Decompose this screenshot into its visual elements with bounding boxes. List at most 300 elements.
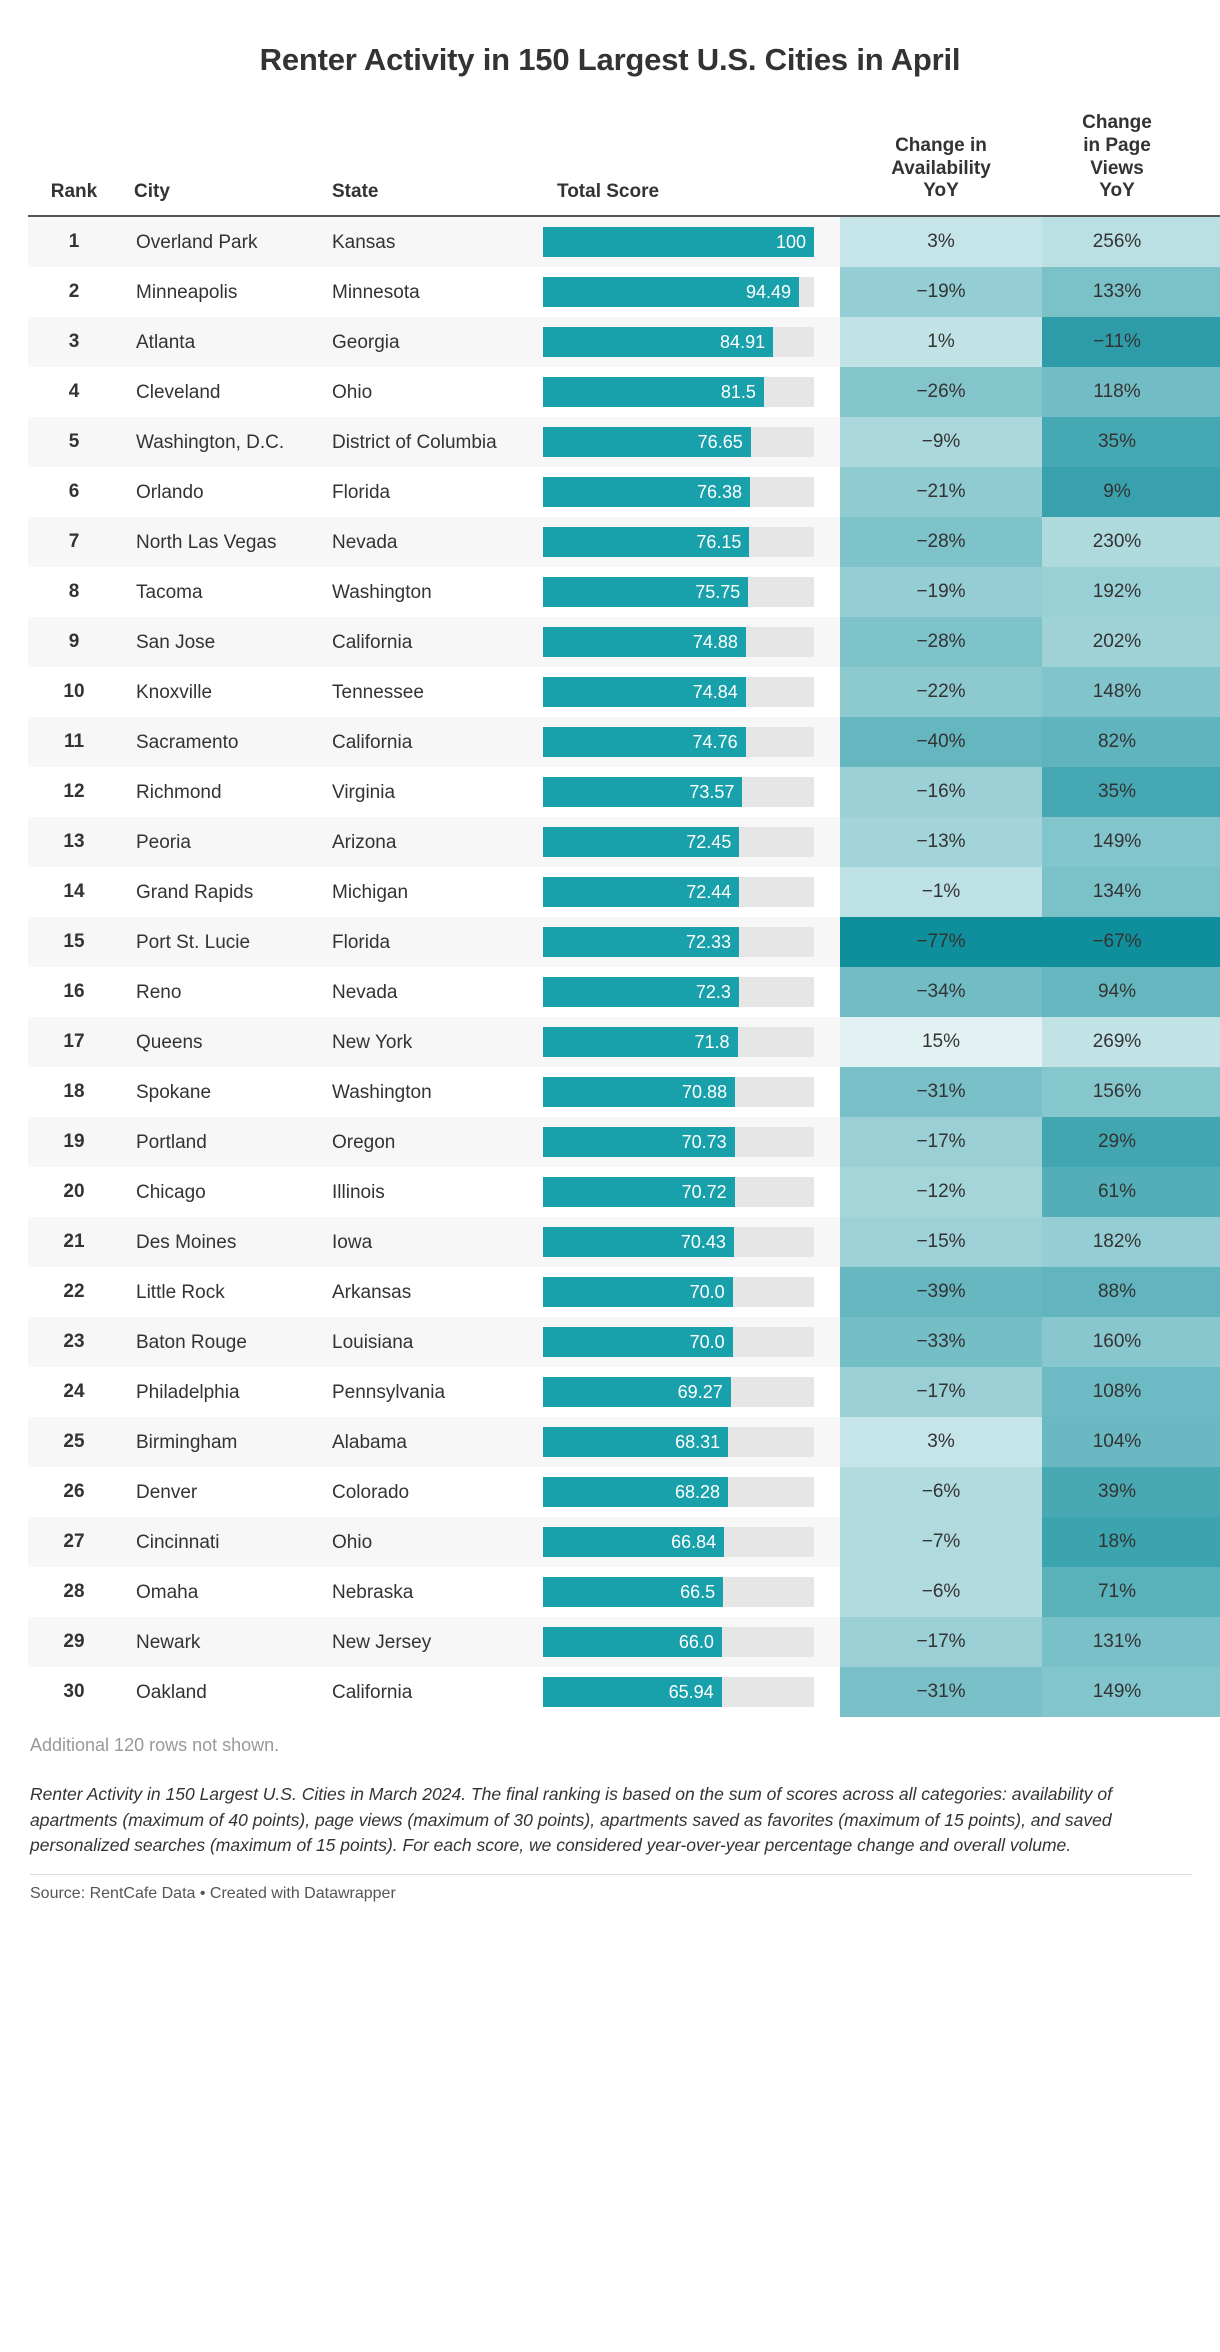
cell-change-availability: 15% — [840, 1017, 1042, 1067]
cell-rank: 6 — [28, 467, 120, 517]
table-row — [28, 1617, 1220, 1667]
cell-heat-spillover — [1192, 917, 1220, 967]
cell-change-page-views: 71% — [1042, 1567, 1192, 1617]
cell-change-availability: 3% — [840, 1417, 1042, 1467]
header-change-availability: Change in Availability YoY — [840, 112, 1042, 216]
cell-total-score — [543, 517, 840, 567]
cell-state: Ohio — [318, 367, 543, 417]
score-bar-track — [543, 1627, 814, 1657]
score-bar-track — [543, 1477, 814, 1507]
heat-spillover-block — [1192, 874, 1220, 910]
cell-change-availability: −17% — [840, 1367, 1042, 1417]
cell-change-page-views: 148% — [1042, 667, 1192, 717]
cell-heat-spillover — [1192, 1667, 1220, 1717]
cell-change-page-views: 160% — [1042, 1317, 1192, 1367]
cell-change-page-views: 182% — [1042, 1217, 1192, 1267]
cell-total-score — [543, 317, 840, 367]
cell-state: Alabama — [318, 1417, 543, 1467]
cell-total-score — [543, 1267, 840, 1317]
cell-total-score — [543, 367, 840, 417]
cell-rank: 8 — [28, 567, 120, 617]
score-bar-fill — [543, 1277, 733, 1307]
score-bar-label: 70.72 — [681, 1182, 727, 1203]
cell-change-availability: −28% — [840, 517, 1042, 567]
cell-total-score — [543, 216, 840, 267]
cell-rank: 28 — [28, 1567, 120, 1617]
cell-change-page-views: 149% — [1042, 1667, 1192, 1717]
score-bar-label: 72.3 — [695, 982, 731, 1003]
cell-total-score — [543, 1567, 840, 1617]
cell-total-score — [543, 1017, 840, 1067]
cell-city: Chicago — [120, 1167, 318, 1217]
cell-city: Sacramento — [120, 717, 318, 767]
cell-heat-spillover — [1192, 717, 1220, 767]
cell-state: Washington — [318, 567, 543, 617]
cell-state: Nebraska — [318, 1567, 543, 1617]
cell-city: Atlanta — [120, 317, 318, 367]
footnote: Renter Activity in 150 Largest U.S. Cities in March 2024. The final ranking is based on the sum of scores across all categories: availability of apartments (maximum of 40 points), page views (maximum of 30 points), apartments saved as favorites (maximum of 15 points), and saved personalized searches (maximum of 15 points). For each score, we considered year-over-year percentage change and overall volume. — [30, 1784, 1112, 1855]
cell-heat-spillover — [1192, 667, 1220, 717]
heat-spillover-block — [1192, 674, 1220, 710]
table-row — [28, 1067, 1220, 1117]
cell-change-availability: −31% — [840, 1667, 1042, 1717]
cell-city: Cleveland — [120, 367, 318, 417]
cell-rank: 4 — [28, 367, 120, 417]
additional-rows-note: Additional 120 rows not shown. — [30, 1735, 280, 1756]
heat-spillover-block — [1192, 974, 1220, 1010]
heat-spillover-block — [1192, 274, 1220, 310]
score-bar-label: 94.49 — [746, 282, 792, 303]
score-bar-fill — [543, 227, 814, 257]
table-row — [28, 417, 1220, 467]
cell-change-availability: −22% — [840, 667, 1042, 717]
header-state: State — [318, 112, 543, 216]
cell-total-score — [543, 1117, 840, 1167]
score-bar-track — [543, 377, 814, 407]
heat-spillover-block — [1192, 824, 1220, 860]
cell-rank: 10 — [28, 667, 120, 717]
heat-spillover-block — [1192, 724, 1220, 760]
cell-city: Tacoma — [120, 567, 318, 617]
heat-spillover-block — [1192, 774, 1220, 810]
cell-total-score — [543, 617, 840, 667]
cell-city: Knoxville — [120, 667, 318, 717]
cell-state: Washington — [318, 1067, 543, 1117]
cell-rank: 18 — [28, 1067, 120, 1117]
score-bar-track — [543, 1327, 814, 1357]
heat-spillover-block — [1192, 1174, 1220, 1210]
cell-state: Florida — [318, 917, 543, 967]
cell-change-page-views: 108% — [1042, 1367, 1192, 1417]
table-row — [28, 1467, 1220, 1517]
source-text: Source: RentCafe Data • Created with Datawrapper — [30, 1874, 1192, 1903]
table-row — [28, 1267, 1220, 1317]
cell-change-page-views: 35% — [1042, 767, 1192, 817]
cell-heat-spillover — [1192, 1117, 1220, 1167]
renter-activity-table — [28, 112, 1220, 1717]
cell-rank: 14 — [28, 867, 120, 917]
cell-rank: 19 — [28, 1117, 120, 1167]
cell-city: Peoria — [120, 817, 318, 867]
cell-total-score — [543, 967, 840, 1017]
score-bar-label: 73.57 — [689, 782, 735, 803]
cell-change-availability: −40% — [840, 717, 1042, 767]
cell-city: North Las Vegas — [120, 517, 318, 567]
cell-heat-spillover — [1192, 1467, 1220, 1517]
cell-state: New Jersey — [318, 1617, 543, 1667]
cell-city: Baton Rouge — [120, 1317, 318, 1367]
header-change-page-views: Change in Page Views YoY — [1042, 112, 1192, 216]
cell-city: Spokane — [120, 1067, 318, 1117]
cell-change-availability: −7% — [840, 1517, 1042, 1567]
cell-heat-spillover — [1192, 1167, 1220, 1217]
score-bar-fill — [543, 577, 748, 607]
cell-state: Florida — [318, 467, 543, 517]
source-credit — [30, 1874, 1192, 1903]
cell-heat-spillover — [1192, 517, 1220, 567]
cell-state: Colorado — [318, 1467, 543, 1517]
cell-city: Des Moines — [120, 1217, 318, 1267]
cell-rank: 9 — [28, 617, 120, 667]
score-bar-track — [543, 727, 814, 757]
cell-state: New York — [318, 1017, 543, 1067]
cell-heat-spillover — [1192, 967, 1220, 1017]
cell-rank: 12 — [28, 767, 120, 817]
cell-state: California — [318, 717, 543, 767]
cell-rank: 27 — [28, 1517, 120, 1567]
heat-spillover-block — [1192, 374, 1220, 410]
cell-total-score — [543, 417, 840, 467]
cell-total-score — [543, 1317, 840, 1367]
cell-city: Birmingham — [120, 1417, 318, 1467]
cell-heat-spillover — [1192, 1617, 1220, 1667]
score-bar-track — [543, 1127, 814, 1157]
cell-change-page-views: 156% — [1042, 1067, 1192, 1117]
cell-heat-spillover — [1192, 617, 1220, 667]
score-bar-track — [543, 777, 814, 807]
score-bar-track — [543, 1577, 814, 1607]
score-bar-track — [543, 427, 814, 457]
cell-rank: 3 — [28, 317, 120, 367]
score-bar-label: 76.15 — [696, 532, 742, 553]
cell-state: Pennsylvania — [318, 1367, 543, 1417]
score-bar-fill — [543, 1127, 735, 1157]
score-bar-fill — [543, 1377, 731, 1407]
cell-heat-spillover — [1192, 467, 1220, 517]
table-row — [28, 367, 1220, 417]
cell-city: Minneapolis — [120, 267, 318, 317]
cell-heat-spillover — [1192, 1517, 1220, 1567]
table-row — [28, 317, 1220, 367]
cell-rank: 23 — [28, 1317, 120, 1367]
cell-total-score — [543, 1167, 840, 1217]
score-bar-fill — [543, 977, 739, 1007]
cell-change-availability: −17% — [840, 1617, 1042, 1667]
table-row — [28, 667, 1220, 717]
heat-spillover-block — [1192, 1024, 1220, 1060]
cell-state: District of Columbia — [318, 417, 543, 467]
score-bar-fill — [543, 1527, 724, 1557]
cell-heat-spillover — [1192, 567, 1220, 617]
table-body — [28, 216, 1220, 1717]
heat-spillover-block — [1192, 324, 1220, 360]
heat-spillover-block — [1192, 1424, 1220, 1460]
cell-change-page-views: 35% — [1042, 417, 1192, 467]
table-row — [28, 1317, 1220, 1367]
cell-heat-spillover — [1192, 867, 1220, 917]
heat-spillover-block — [1192, 924, 1220, 960]
heat-spillover-block — [1192, 1324, 1220, 1360]
score-bar-label: 100 — [775, 232, 806, 253]
score-bar-fill — [543, 1027, 738, 1057]
cell-change-availability: −19% — [840, 567, 1042, 617]
cell-heat-spillover — [1192, 317, 1220, 367]
cell-change-page-views: 104% — [1042, 1417, 1192, 1467]
cell-city: Denver — [120, 1467, 318, 1517]
cell-change-availability: −12% — [840, 1167, 1042, 1217]
cell-rank: 21 — [28, 1217, 120, 1267]
heat-spillover-block — [1192, 624, 1220, 660]
score-bar-track — [543, 977, 814, 1007]
score-bar-fill — [543, 927, 739, 957]
score-bar-label: 72.33 — [685, 932, 731, 953]
table-row — [28, 867, 1220, 917]
score-bar-track — [543, 1177, 814, 1207]
score-bar-track — [543, 527, 814, 557]
cell-change-page-views: 192% — [1042, 567, 1192, 617]
cell-rank: 11 — [28, 717, 120, 767]
cell-total-score — [543, 867, 840, 917]
heat-spillover-block — [1192, 1074, 1220, 1110]
cell-city: Reno — [120, 967, 318, 1017]
cell-state: Oregon — [318, 1117, 543, 1167]
cell-change-availability: −1% — [840, 867, 1042, 917]
cell-total-score — [543, 767, 840, 817]
cell-state: Georgia — [318, 317, 543, 367]
cell-heat-spillover — [1192, 267, 1220, 317]
cell-total-score — [543, 1617, 840, 1667]
score-bar-fill — [543, 277, 799, 307]
cell-city: Philadelphia — [120, 1367, 318, 1417]
score-bar-fill — [543, 377, 764, 407]
cell-change-availability: −33% — [840, 1317, 1042, 1367]
cell-heat-spillover — [1192, 817, 1220, 867]
score-bar-label: 70.0 — [689, 1282, 725, 1303]
cell-rank: 24 — [28, 1367, 120, 1417]
cell-change-page-views: 82% — [1042, 717, 1192, 767]
table-row — [28, 1367, 1220, 1417]
cell-change-page-views: 230% — [1042, 517, 1192, 567]
cell-city: Port St. Lucie — [120, 917, 318, 967]
cell-state: Iowa — [318, 1217, 543, 1267]
table-row — [28, 1217, 1220, 1267]
table-row — [28, 1167, 1220, 1217]
cell-change-page-views: 18% — [1042, 1517, 1192, 1567]
cell-change-availability: −6% — [840, 1467, 1042, 1517]
cell-state: Nevada — [318, 967, 543, 1017]
cell-total-score — [543, 1367, 840, 1417]
cell-change-page-views: 149% — [1042, 817, 1192, 867]
cell-state: Virginia — [318, 767, 543, 817]
cell-change-availability: −21% — [840, 467, 1042, 517]
score-bar-label: 66.84 — [671, 1532, 717, 1553]
cell-total-score — [543, 567, 840, 617]
cell-change-availability: −39% — [840, 1267, 1042, 1317]
cell-change-page-views: −11% — [1042, 317, 1192, 367]
cell-change-page-views: 118% — [1042, 367, 1192, 417]
score-bar-fill — [543, 777, 742, 807]
score-bar-label: 65.94 — [668, 1682, 714, 1703]
score-bar-track — [543, 327, 814, 357]
score-bar-fill — [543, 327, 773, 357]
score-bar-label: 69.27 — [677, 1382, 723, 1403]
cell-state: Ohio — [318, 1517, 543, 1567]
score-bar-label: 72.44 — [686, 882, 732, 903]
heat-spillover-block — [1192, 1224, 1220, 1260]
score-bar-label: 70.43 — [680, 1232, 726, 1253]
score-bar-label: 74.84 — [692, 682, 738, 703]
cell-rank: 26 — [28, 1467, 120, 1517]
score-bar-fill — [543, 477, 750, 507]
heat-spillover-block — [1192, 574, 1220, 610]
cell-change-availability: −6% — [840, 1567, 1042, 1617]
cell-change-page-views: 94% — [1042, 967, 1192, 1017]
heat-spillover-block — [1192, 424, 1220, 460]
cell-city: Little Rock — [120, 1267, 318, 1317]
score-bar-track — [543, 627, 814, 657]
cell-rank: 17 — [28, 1017, 120, 1067]
cell-state: California — [318, 617, 543, 667]
score-bar-label: 71.8 — [694, 1032, 730, 1053]
cell-total-score — [543, 1217, 840, 1267]
cell-total-score — [543, 1467, 840, 1517]
score-bar-track — [543, 277, 814, 307]
cell-change-availability: 1% — [840, 317, 1042, 367]
score-bar-label: 72.45 — [686, 832, 732, 853]
heat-spillover-block — [1192, 224, 1220, 260]
score-bar-label: 76.65 — [697, 432, 743, 453]
score-bar-fill — [543, 1077, 735, 1107]
cell-change-page-views: −67% — [1042, 917, 1192, 967]
cell-change-page-views: 131% — [1042, 1617, 1192, 1667]
cell-city: Oakland — [120, 1667, 318, 1717]
cell-city: San Jose — [120, 617, 318, 667]
cell-rank: 22 — [28, 1267, 120, 1317]
table-row — [28, 1117, 1220, 1167]
cell-rank: 30 — [28, 1667, 120, 1717]
score-bar-label: 70.88 — [682, 1082, 728, 1103]
header-total-score: Total Score — [543, 112, 840, 216]
score-bar-fill — [543, 1427, 728, 1457]
table-row — [28, 817, 1220, 867]
cell-change-page-views: 133% — [1042, 267, 1192, 317]
heat-spillover-block — [1192, 474, 1220, 510]
score-bar-fill — [543, 427, 751, 457]
cell-total-score — [543, 1067, 840, 1117]
score-bar-fill — [543, 627, 746, 657]
table-row — [28, 467, 1220, 517]
heat-spillover-block — [1192, 1374, 1220, 1410]
cell-change-page-views: 88% — [1042, 1267, 1192, 1317]
score-bar-label: 74.88 — [692, 632, 738, 653]
cell-total-score — [543, 917, 840, 967]
table-row — [28, 1017, 1220, 1067]
score-bar-label: 74.76 — [692, 732, 738, 753]
cell-change-availability: −9% — [840, 417, 1042, 467]
cell-total-score — [543, 1667, 840, 1717]
table-row — [28, 1567, 1220, 1617]
table-row — [28, 1517, 1220, 1567]
score-bar-fill — [543, 527, 749, 557]
table-row — [28, 917, 1220, 967]
cell-state: Tennessee — [318, 667, 543, 717]
score-bar-track — [543, 877, 814, 907]
cell-heat-spillover — [1192, 1217, 1220, 1267]
cell-total-score — [543, 1417, 840, 1467]
cell-rank: 2 — [28, 267, 120, 317]
cell-rank: 5 — [28, 417, 120, 467]
score-bar-track — [543, 1277, 814, 1307]
cell-state: Michigan — [318, 867, 543, 917]
score-bar-track — [543, 227, 814, 257]
score-bar-label: 66.5 — [680, 1582, 716, 1603]
cell-change-availability: −31% — [840, 1067, 1042, 1117]
score-bar-track — [543, 1527, 814, 1557]
cell-heat-spillover — [1192, 417, 1220, 467]
table-row — [28, 717, 1220, 767]
cell-change-page-views: 9% — [1042, 467, 1192, 517]
cell-heat-spillover — [1192, 1567, 1220, 1617]
cell-heat-spillover — [1192, 767, 1220, 817]
cell-change-availability: −28% — [840, 617, 1042, 667]
cell-heat-spillover — [1192, 1417, 1220, 1467]
cell-heat-spillover — [1192, 216, 1220, 267]
score-bar-track — [543, 1027, 814, 1057]
score-bar-label: 81.5 — [720, 382, 756, 403]
cell-city: Portland — [120, 1117, 318, 1167]
cell-state: Arkansas — [318, 1267, 543, 1317]
cell-rank: 29 — [28, 1617, 120, 1667]
cell-city: Richmond — [120, 767, 318, 817]
cell-state: Illinois — [318, 1167, 543, 1217]
cell-state: Kansas — [318, 216, 543, 267]
score-bar-fill — [543, 1577, 723, 1607]
heat-spillover-block — [1192, 1274, 1220, 1310]
header-spillover — [1192, 112, 1220, 216]
cell-city: Grand Rapids — [120, 867, 318, 917]
heat-spillover-block — [1192, 1524, 1220, 1560]
score-bar-track — [543, 477, 814, 507]
cell-total-score — [543, 667, 840, 717]
cell-state: California — [318, 1667, 543, 1717]
table-row — [28, 517, 1220, 567]
cell-heat-spillover — [1192, 1267, 1220, 1317]
score-bar-fill — [543, 727, 746, 757]
score-bar-label: 70.73 — [681, 1132, 727, 1153]
score-bar-track — [543, 1077, 814, 1107]
heat-spillover-block — [1192, 1474, 1220, 1510]
cell-state: Nevada — [318, 517, 543, 567]
score-bar-track — [543, 1227, 814, 1257]
heat-spillover-block — [1192, 1624, 1220, 1660]
score-bar-fill — [543, 1677, 722, 1707]
score-bar-label: 68.31 — [675, 1432, 721, 1453]
score-bar-track — [543, 827, 814, 857]
score-bar-track — [543, 1427, 814, 1457]
cell-heat-spillover — [1192, 1067, 1220, 1117]
page-title: Renter Activity in 150 Largest U.S. Cities in April — [259, 42, 961, 77]
cell-change-page-views: 61% — [1042, 1167, 1192, 1217]
